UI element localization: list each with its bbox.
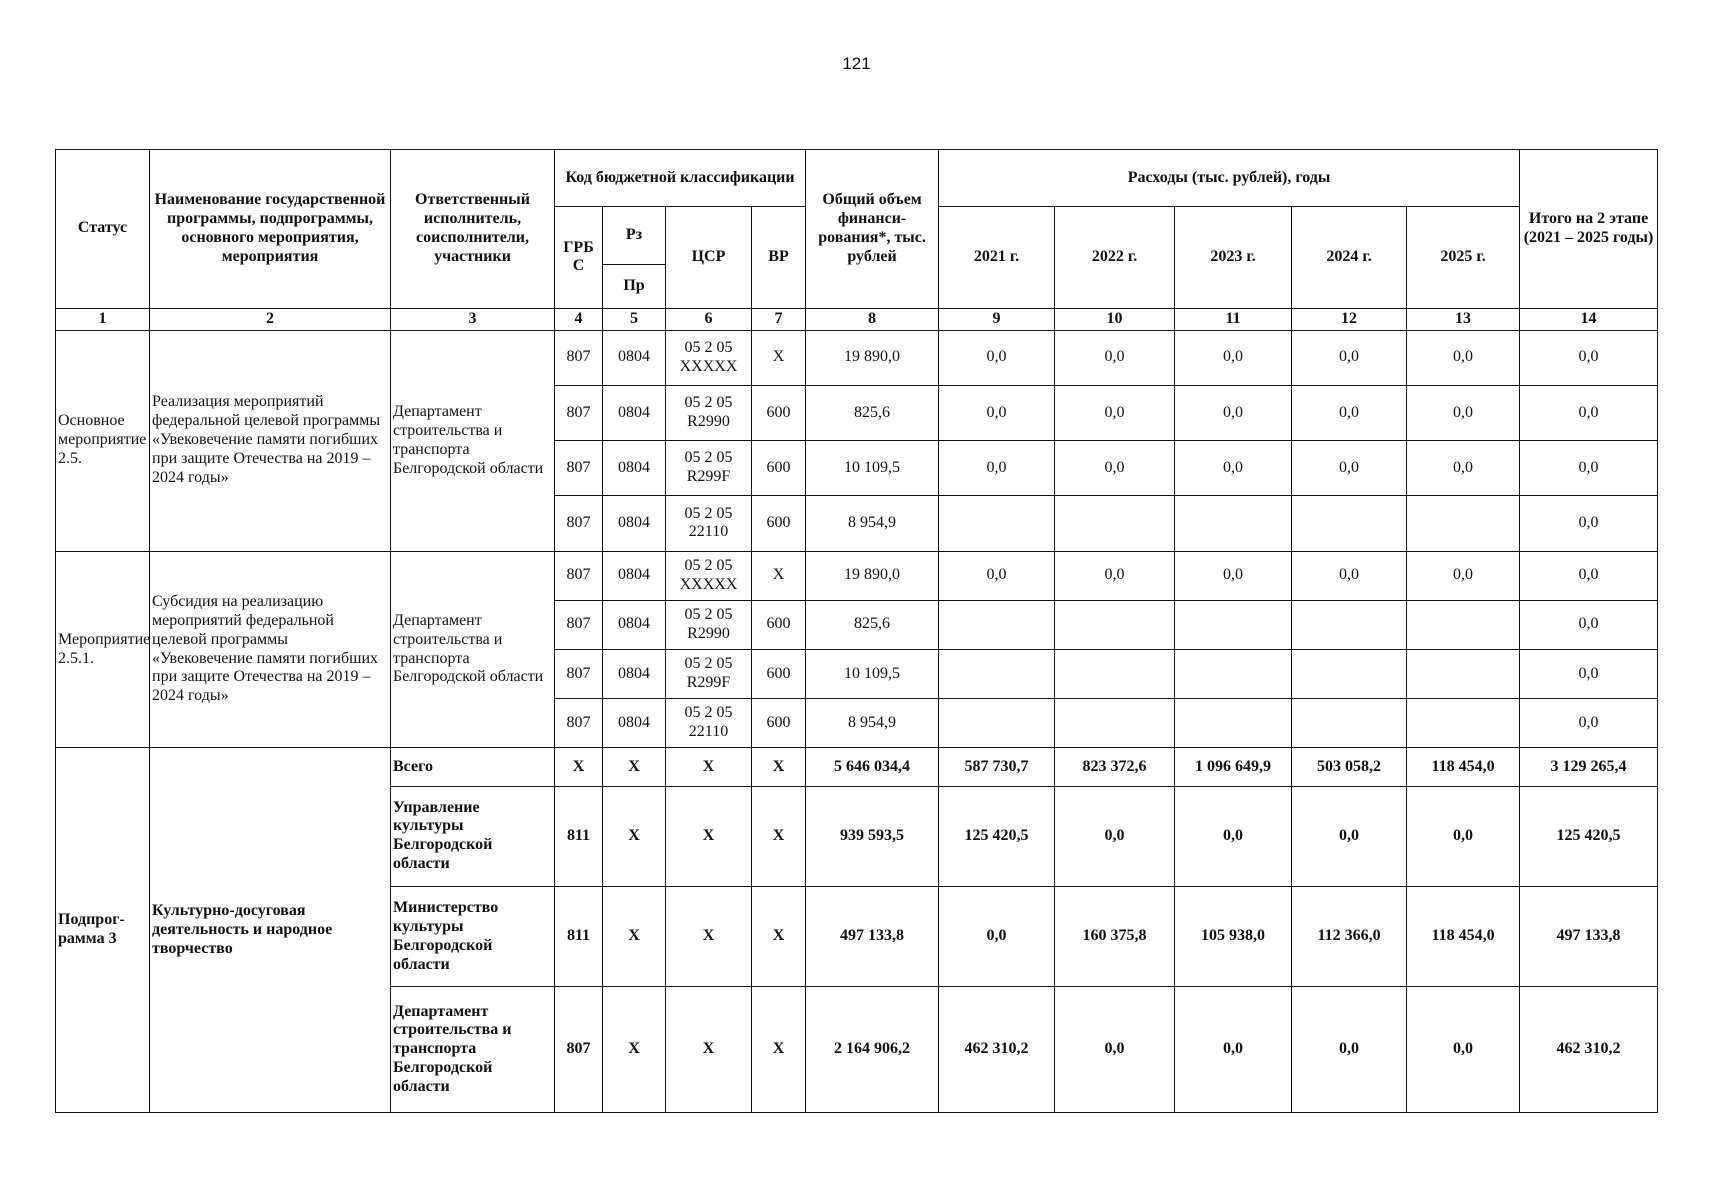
- total-cell: 19 890,0: [806, 330, 939, 385]
- year-cell: 0,0: [1407, 385, 1520, 440]
- year-cell: [1175, 650, 1292, 699]
- rzpr-cell: 0804: [603, 441, 666, 496]
- sum-cell: 462 310,2: [1520, 987, 1658, 1113]
- year-cell: [1292, 699, 1407, 748]
- year-cell: 0,0: [1055, 551, 1175, 600]
- rzpr-cell: X: [603, 748, 666, 786]
- sum-cell: 0,0: [1520, 330, 1658, 385]
- vr-cell: 600: [752, 650, 806, 699]
- vr-cell: X: [752, 551, 806, 600]
- column-number: 11: [1175, 308, 1292, 330]
- year-cell: 0,0: [1292, 385, 1407, 440]
- total-cell: 10 109,5: [806, 441, 939, 496]
- year-cell: 0,0: [1292, 786, 1407, 886]
- year-cell: 0,0: [1407, 441, 1520, 496]
- total-cell: 5 646 034,4: [806, 748, 939, 786]
- column-number: 9: [939, 308, 1055, 330]
- sum-cell: 0,0: [1520, 699, 1658, 748]
- csr-cell: X: [666, 987, 752, 1113]
- csr-cell: 05 2 05 R299F: [666, 650, 752, 699]
- csr-cell: X: [666, 786, 752, 886]
- header-year-2024: 2024 г.: [1292, 207, 1407, 308]
- year-cell: 0,0: [1407, 330, 1520, 385]
- executor-cell: Управление культуры Белгородской области: [391, 786, 555, 886]
- csr-cell: 05 2 05 R2990: [666, 600, 752, 649]
- column-number: 13: [1407, 308, 1520, 330]
- year-cell: [939, 496, 1055, 551]
- rzpr-cell: 0804: [603, 330, 666, 385]
- total-cell: 497 133,8: [806, 886, 939, 986]
- total-cell: 8 954,9: [806, 699, 939, 748]
- year-cell: 118 454,0: [1407, 748, 1520, 786]
- grbs-cell: 807: [555, 987, 603, 1113]
- csr-cell: 05 2 05 22110: [666, 699, 752, 748]
- grbs-cell: 807: [555, 496, 603, 551]
- year-cell: 0,0: [939, 551, 1055, 600]
- csr-cell: 05 2 05 XXXXX: [666, 551, 752, 600]
- header-year-2021: 2021 г.: [939, 207, 1055, 308]
- column-number: 3: [391, 308, 555, 330]
- rzpr-cell: 0804: [603, 699, 666, 748]
- year-cell: 0,0: [1055, 441, 1175, 496]
- year-cell: 118 454,0: [1407, 886, 1520, 986]
- header-total-volume: Общий объем финанси- рования*, тыс. рублей: [806, 150, 939, 309]
- year-cell: [1055, 650, 1175, 699]
- sum-cell: 0,0: [1520, 385, 1658, 440]
- sum-cell: 125 420,5: [1520, 786, 1658, 886]
- grbs-cell: 807: [555, 699, 603, 748]
- header-year-2025: 2025 г.: [1407, 207, 1520, 308]
- header-status: Статус: [56, 150, 150, 309]
- column-number: 4: [555, 308, 603, 330]
- executor-cell: Департамент строительства и транспорта Белгородской области: [391, 551, 555, 748]
- page-number: 121: [842, 54, 871, 73]
- header-grbs: ГРБ С: [555, 207, 603, 308]
- year-cell: 0,0: [1175, 385, 1292, 440]
- header-rz: Рз: [603, 207, 666, 265]
- status-cell: Мероприятие 2.5.1.: [56, 551, 150, 748]
- grbs-cell: 807: [555, 441, 603, 496]
- year-cell: [1175, 600, 1292, 649]
- year-cell: 0,0: [1175, 330, 1292, 385]
- year-cell: [939, 650, 1055, 699]
- grbs-cell: 807: [555, 330, 603, 385]
- year-cell: 0,0: [939, 330, 1055, 385]
- vr-cell: 600: [752, 496, 806, 551]
- year-cell: [1407, 600, 1520, 649]
- year-cell: [1407, 699, 1520, 748]
- header-csr: ЦСР: [666, 207, 752, 308]
- total-cell: 8 954,9: [806, 496, 939, 551]
- csr-cell: X: [666, 748, 752, 786]
- vr-cell: X: [752, 786, 806, 886]
- year-cell: 503 058,2: [1292, 748, 1407, 786]
- total-cell: 825,6: [806, 600, 939, 649]
- grbs-cell: 807: [555, 600, 603, 649]
- header-pr: Пр: [603, 265, 666, 308]
- csr-cell: 05 2 05 22110: [666, 496, 752, 551]
- year-cell: 105 938,0: [1175, 886, 1292, 986]
- year-cell: 0,0: [1292, 441, 1407, 496]
- header-vr: ВР: [752, 207, 806, 308]
- grbs-cell: 807: [555, 650, 603, 699]
- csr-cell: 05 2 05 XXXXX: [666, 330, 752, 385]
- sum-cell: 497 133,8: [1520, 886, 1658, 986]
- year-cell: 462 310,2: [939, 987, 1055, 1113]
- year-cell: 823 372,6: [1055, 748, 1175, 786]
- rzpr-cell: 0804: [603, 551, 666, 600]
- rzpr-cell: X: [603, 987, 666, 1113]
- year-cell: [1175, 496, 1292, 551]
- year-cell: 0,0: [939, 886, 1055, 986]
- year-cell: [1292, 600, 1407, 649]
- year-cell: 0,0: [1407, 987, 1520, 1113]
- sum-cell: 0,0: [1520, 441, 1658, 496]
- total-cell: 2 164 906,2: [806, 987, 939, 1113]
- column-number: 6: [666, 308, 752, 330]
- year-cell: 0,0: [1175, 441, 1292, 496]
- column-number: 12: [1292, 308, 1407, 330]
- total-cell: 19 890,0: [806, 551, 939, 600]
- total-cell: 939 593,5: [806, 786, 939, 886]
- year-cell: [1175, 699, 1292, 748]
- status-cell: Подпрог- рамма 3: [56, 748, 150, 1113]
- year-cell: 160 375,8: [1055, 886, 1175, 986]
- executor-cell: Министерство культуры Белгородской области: [391, 886, 555, 986]
- column-number: 5: [603, 308, 666, 330]
- year-cell: 0,0: [1175, 551, 1292, 600]
- year-cell: 0,0: [1292, 551, 1407, 600]
- header-expenses: Расходы (тыс. рублей), годы: [939, 150, 1520, 207]
- header-year-2022: 2022 г.: [1055, 207, 1175, 308]
- rzpr-cell: 0804: [603, 385, 666, 440]
- header-name: Наименование государственной программы, подпрограммы, основного мероприятия, мероприятия: [150, 150, 391, 309]
- year-cell: 0,0: [1175, 987, 1292, 1113]
- header-executor: Ответственный исполнитель, соисполнители, участники: [391, 150, 555, 309]
- year-cell: [1407, 650, 1520, 699]
- grbs-cell: 811: [555, 786, 603, 886]
- header-stage-total: Итого на 2 этапе (2021 – 2025 годы): [1520, 150, 1658, 309]
- year-cell: 0,0: [939, 385, 1055, 440]
- year-cell: [939, 600, 1055, 649]
- year-cell: 0,0: [1292, 987, 1407, 1113]
- grbs-cell: 807: [555, 385, 603, 440]
- sum-cell: 3 129 265,4: [1520, 748, 1658, 786]
- column-number: 8: [806, 308, 939, 330]
- vr-cell: 600: [752, 441, 806, 496]
- year-cell: [1292, 496, 1407, 551]
- executor-cell: Департамент строительства и транспорта Белгородской области: [391, 330, 555, 551]
- rzpr-cell: 0804: [603, 650, 666, 699]
- csr-cell: X: [666, 886, 752, 986]
- year-cell: 1 096 649,9: [1175, 748, 1292, 786]
- header-year-2023: 2023 г.: [1175, 207, 1292, 308]
- rzpr-cell: 0804: [603, 496, 666, 551]
- vr-cell: X: [752, 748, 806, 786]
- vr-cell: 600: [752, 699, 806, 748]
- total-cell: 825,6: [806, 385, 939, 440]
- year-cell: [1055, 600, 1175, 649]
- sum-cell: 0,0: [1520, 496, 1658, 551]
- year-cell: 112 366,0: [1292, 886, 1407, 986]
- grbs-cell: 807: [555, 551, 603, 600]
- year-cell: 0,0: [1055, 385, 1175, 440]
- executor-cell: Департамент строительства и транспорта Белгородской области: [391, 987, 555, 1113]
- year-cell: 0,0: [1055, 330, 1175, 385]
- year-cell: [1055, 496, 1175, 551]
- vr-cell: 600: [752, 385, 806, 440]
- rzpr-cell: X: [603, 786, 666, 886]
- total-cell: 10 109,5: [806, 650, 939, 699]
- year-cell: 0,0: [1175, 786, 1292, 886]
- column-number-row: [56, 308, 1658, 330]
- table-row: [56, 748, 1658, 786]
- column-number: 14: [1520, 308, 1658, 330]
- table-row: [56, 551, 1658, 600]
- csr-cell: 05 2 05 R299F: [666, 441, 752, 496]
- column-number: 10: [1055, 308, 1175, 330]
- grbs-cell: 811: [555, 886, 603, 986]
- year-cell: 0,0: [939, 441, 1055, 496]
- year-cell: 0,0: [1055, 786, 1175, 886]
- year-cell: 0,0: [1407, 551, 1520, 600]
- column-number: 2: [150, 308, 391, 330]
- rzpr-cell: 0804: [603, 600, 666, 649]
- sum-cell: 0,0: [1520, 600, 1658, 649]
- year-cell: [1055, 699, 1175, 748]
- sum-cell: 0,0: [1520, 551, 1658, 600]
- year-cell: [939, 699, 1055, 748]
- name-cell: Реализация мероприятий федеральной целевой программы «Увековечение памяти погибших при защите Отечества на 2019 – 2024 годы»: [150, 330, 391, 551]
- column-number: 1: [56, 308, 150, 330]
- year-cell: 125 420,5: [939, 786, 1055, 886]
- status-cell: Основное мероприятие 2.5.: [56, 330, 150, 551]
- rzpr-cell: X: [603, 886, 666, 986]
- table-row: [56, 330, 1658, 385]
- header-budget-code: Код бюджетной классификации: [555, 150, 806, 207]
- grbs-cell: X: [555, 748, 603, 786]
- year-cell: 0,0: [1407, 786, 1520, 886]
- csr-cell: 05 2 05 R2990: [666, 385, 752, 440]
- year-cell: [1292, 650, 1407, 699]
- executor-cell: Всего: [391, 748, 555, 786]
- budget-table: [55, 149, 1658, 1113]
- sum-cell: 0,0: [1520, 650, 1658, 699]
- year-cell: 0,0: [1292, 330, 1407, 385]
- year-cell: 0,0: [1055, 987, 1175, 1113]
- vr-cell: 600: [752, 600, 806, 649]
- name-cell: Культурно-досуговая деятельность и народное творчество: [150, 748, 391, 1113]
- year-cell: 587 730,7: [939, 748, 1055, 786]
- vr-cell: X: [752, 330, 806, 385]
- column-number: 7: [752, 308, 806, 330]
- year-cell: [1407, 496, 1520, 551]
- vr-cell: X: [752, 987, 806, 1113]
- vr-cell: X: [752, 886, 806, 986]
- name-cell: Субсидия на реализацию мероприятий федеральной целевой программы «Увековечение памяти погибших при защите Отечества на 2019 – 2024 годы»: [150, 551, 391, 748]
